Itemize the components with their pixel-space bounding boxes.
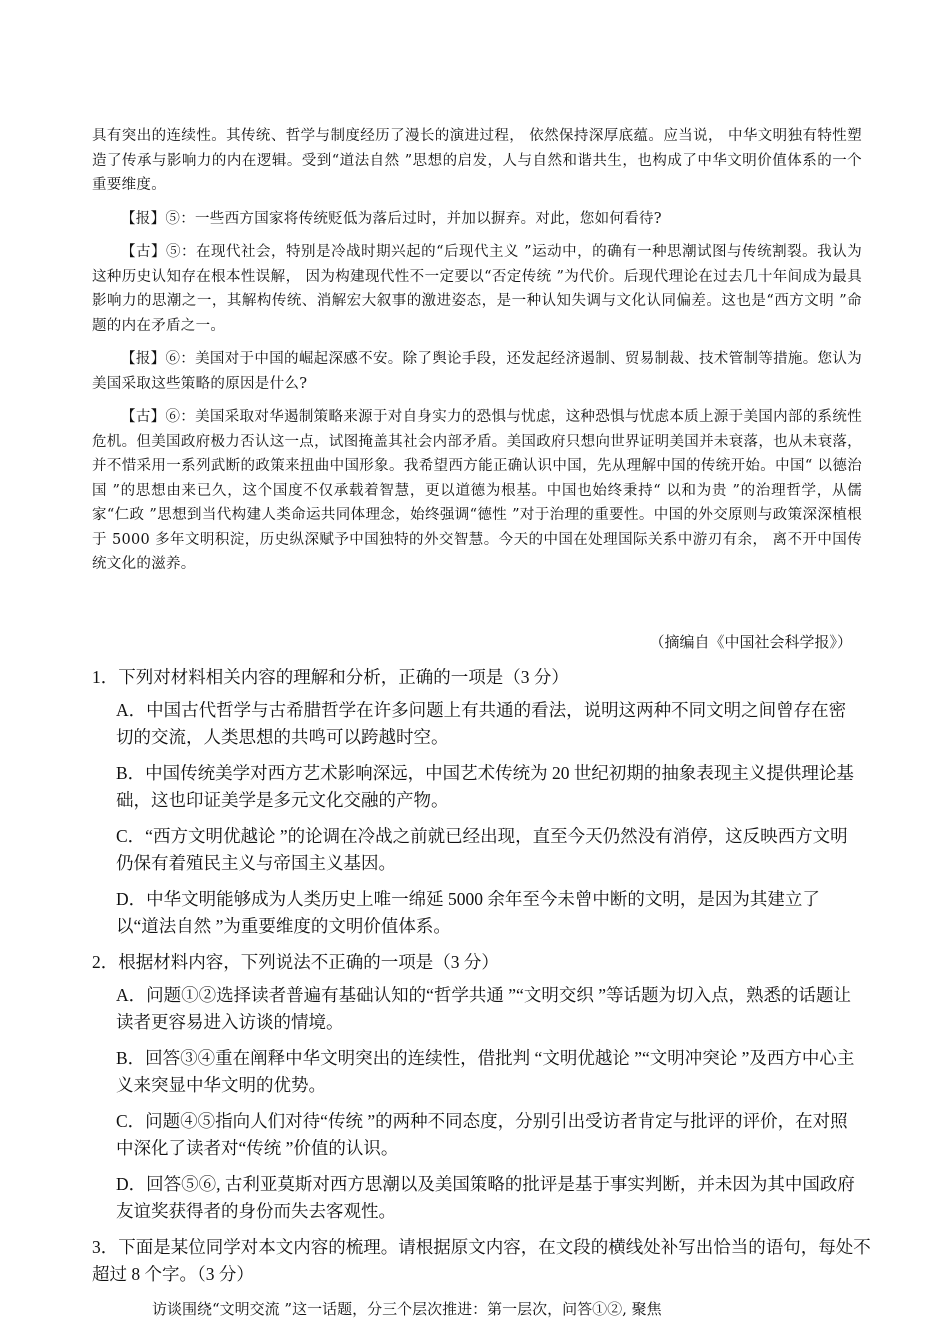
passage <box>92 124 862 586</box>
question-3-stem: 3．下面是某位同学对本文内容的梳理。请根据原文内容，在文段的横线处补写出恰当的语句，每处不超过 8 个字。（3 分） <box>92 1237 871 1284</box>
question-1-option-b: B．中国传统美学对西方艺术影响深远，中国艺术传统为 20 世纪初期的抽象表现主义提供理论基础，这也印证美学是多元文化交融的产物。 <box>116 763 854 810</box>
question-1-option-a: A．中国古代哲学与古希腊哲学在许多问题上有共通的看法，说明这两种不同文明之间曾存在密切的交流，人类思想的共鸣可以跨越时空。 <box>116 700 847 747</box>
question-3-text: 访谈围绕“文明交流 ”这一话题，分三个层次推进：第一层次，问答①②, 聚焦 <box>152 1300 662 1318</box>
passage-paragraph: 具有突出的连续性。其传统、哲学与制度经历了漫长的演进过程， 依然保持深厚底蕴。应当说， 中华文明独有特性塑造了传承与影响力的内在逻辑。受到“道法自然 ”思想的启发，人与自然和谐共生，也构成了中华文明价值体系的一个重要维度。 <box>92 128 862 193</box>
question-2-option-a: A．问题①②选择读者普遍有基础认知的“哲学共通 ”“文明交织 ”等话题为切入点，熟悉的话题让读者更容易进入访谈的情境。 <box>116 985 851 1032</box>
question-2-stem: 2．根据材料内容，下列说法不正确的一项是（3 分） <box>92 952 499 972</box>
question-1-option-d: D．中华文明能够成为人类历史上唯一绵延 5000 余年至今未曾中断的文明，是因为其建立了以“道法自然 ”为重要维度的文明价值体系。 <box>116 889 820 936</box>
question-2-option-c: C．问题④⑤指向人们对待“传统 ”的两种不同态度，分别引出受访者肯定与批评的评价，在对照中深化了读者对“传统 ”价值的认识。 <box>116 1111 848 1158</box>
question-1-option-c: C．“西方文明优越论 ”的论调在冷战之前就已经出现，直至今天仍然没有消停，这反映西方文明仍保有着殖民主义与帝国主义基因。 <box>116 826 848 873</box>
question-2-option-b: B．回答③④重在阐释中华文明突出的连续性，借批判 “文明优越论 ”“文明冲突论 ”及西方中心主义来突显中华文明的优势。 <box>116 1048 855 1095</box>
question-2-option-d: D．回答⑤⑥, 古利亚莫斯对西方思潮以及美国策略的批评是基于事实判断，并未因为其中国政府友谊奖获得者的身份而失去客观性。 <box>116 1174 855 1221</box>
source-citation: （摘编自《中国社会科学报》） <box>649 633 852 651</box>
reporter-question-6: 【报】⑥：美国对于中国的崛起深感不安。除了舆论手段，还发起经济遏制、贸易制裁、技术管制等措施。您认为美国采取这些策略的原因是什么? <box>92 351 862 392</box>
question-1-stem: 1．下列对材料相关内容的理解和分析，正确的一项是（3 分） <box>92 667 569 687</box>
reporter-question-5: 【报】⑤：一些西方国家将传统贬低为落后过时，并加以摒弃。对此，您如何看待? <box>121 210 662 227</box>
answer-6: 【古】⑥：美国采取对华遏制策略来源于对自身实力的恐惧与忧虑，这种恐惧与忧虑本质上源于美国内部的系统性危机。但美国政府极力否认这一点，试图掩盖其社会内部矛盾。美国政府只想向世界证明美国并未衰落，也从未衰落，并不惜采用一系列武断的政策来扭曲中国形象。我希望西方能正确认识中国，先从理解中国的传统开始。中国“ 以德治国 ”的思想由来已久，这个国度不仅承载着智慧，更以道德为根基。中国也始终秉持“ 以和为贵 ”的治理哲学，从儒家“仁政 ”思想到当代构建人类命运共同体理念，始终强调“德性 ”对于治理的重要性。中国的外交原则与政策深深植根于 5000 多年文明积淀，历史纵深赋予中国独特的外交智慧。今天的中国在处理国际关系中游刃有余， 离不开中国传统文化的滋养。 <box>92 409 862 572</box>
answer-5: 【古】⑤：在现代社会，特别是冷战时期兴起的“后现代主义 ”运动中，的确有一种思潮试图与传统割裂。我认为这种历史认知存在根本性误解， 因为构建现代性不一定要以“否定传统 ”为代价。后现代理论在过去几十年间成为最具影响力的思潮之一，其解构传统、消解宏大叙事的激进姿态，是一种认知失调与文化认同偏差。这也是“西方文明 ”命题的内在矛盾之一。 <box>92 244 862 334</box>
questions-section <box>92 664 882 1323</box>
